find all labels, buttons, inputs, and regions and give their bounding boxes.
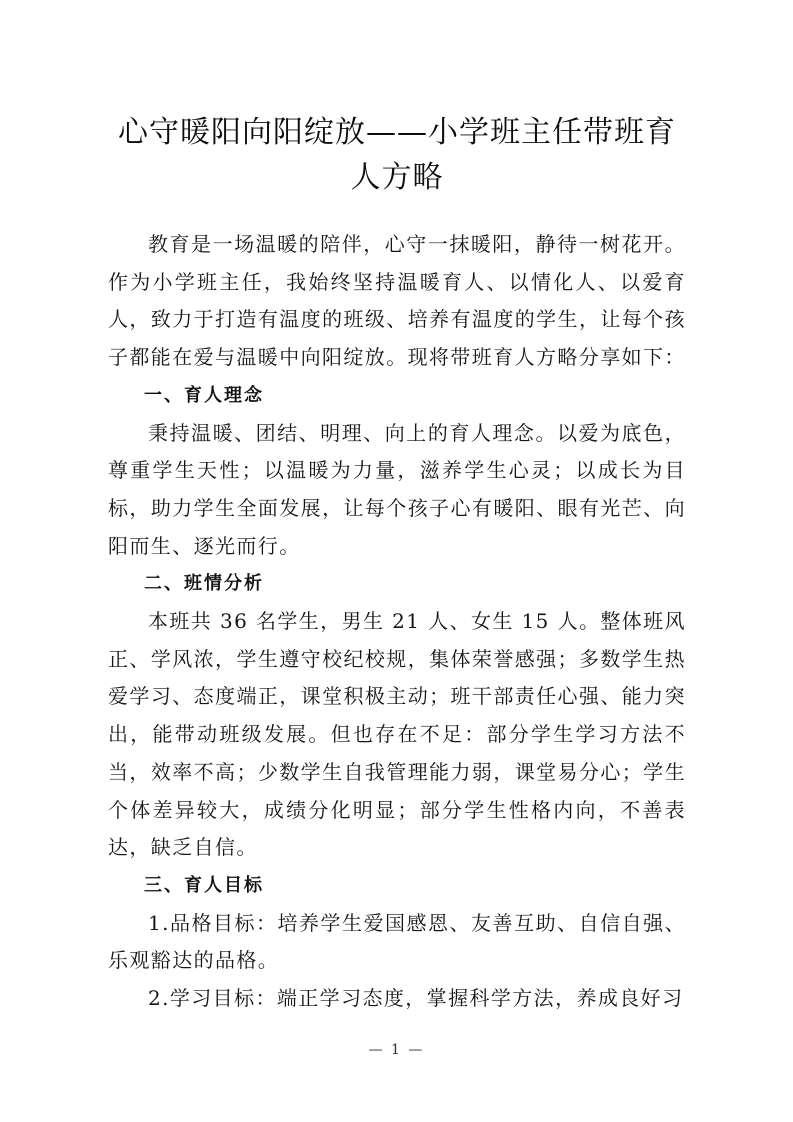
page-number: — 1 —	[368, 1042, 425, 1058]
document-title	[100, 110, 694, 200]
intro-paragraph: 教育是一场温暖的陪伴，心守一抹暖阳，静待一树花开。作为小学班主任，我始终坚持温暖育人、以情化人、以爱育人，致力于打造有温度的班级、培养有温度的学生，让每个孩子都能在爱与温暖中向阳绽放。现将带班育人方略分享如下：	[108, 232, 686, 370]
section-heading-philosophy: 一、育人理念	[144, 384, 264, 406]
section-heading-class-analysis: 二、班情分析	[144, 573, 264, 595]
document-body	[108, 226, 686, 1018]
section-paragraph: 本班共 36 名学生，男生 21 人、女生 15 人。整体班风正、学风浓，学生遵守校纪校规，集体荣誉感强；多数学生热爱学习、态度端正，课堂积极主动；班干部责任心强、能力突出，能带动班级发展。但也存在不足：部分学生学习方法不当，效率不高；少数学生自我管理能力弱，课堂易分心；学生个体差异较大，成绩分化明显；部分学生性格内向，不善表达，缺乏自信。	[108, 609, 686, 860]
title-line-1: 心守暖阳向阳绽放——小学班主任带班育	[118, 115, 676, 150]
goal-item: 2.学习目标：端正学习态度，掌握科学方法，养成良好习	[148, 986, 684, 1011]
section-paragraph: 秉持温暖、团结、明理、向上的育人理念。以爱为底色，尊重学生天性；以温暖为力量，滋养学生心灵；以成长为目标，助力学生全面发展，让每个孩子心有暖阳、眼有光芒、向阳而生、逐光而行。	[108, 420, 686, 558]
title-line-2: 人方略	[350, 160, 444, 195]
section-heading-goals: 三、育人目标	[144, 874, 264, 896]
goal-item: 1.品格目标：培养学生爱国感恩、友善互助、自信自强、乐观豁达的品格。	[108, 910, 686, 973]
